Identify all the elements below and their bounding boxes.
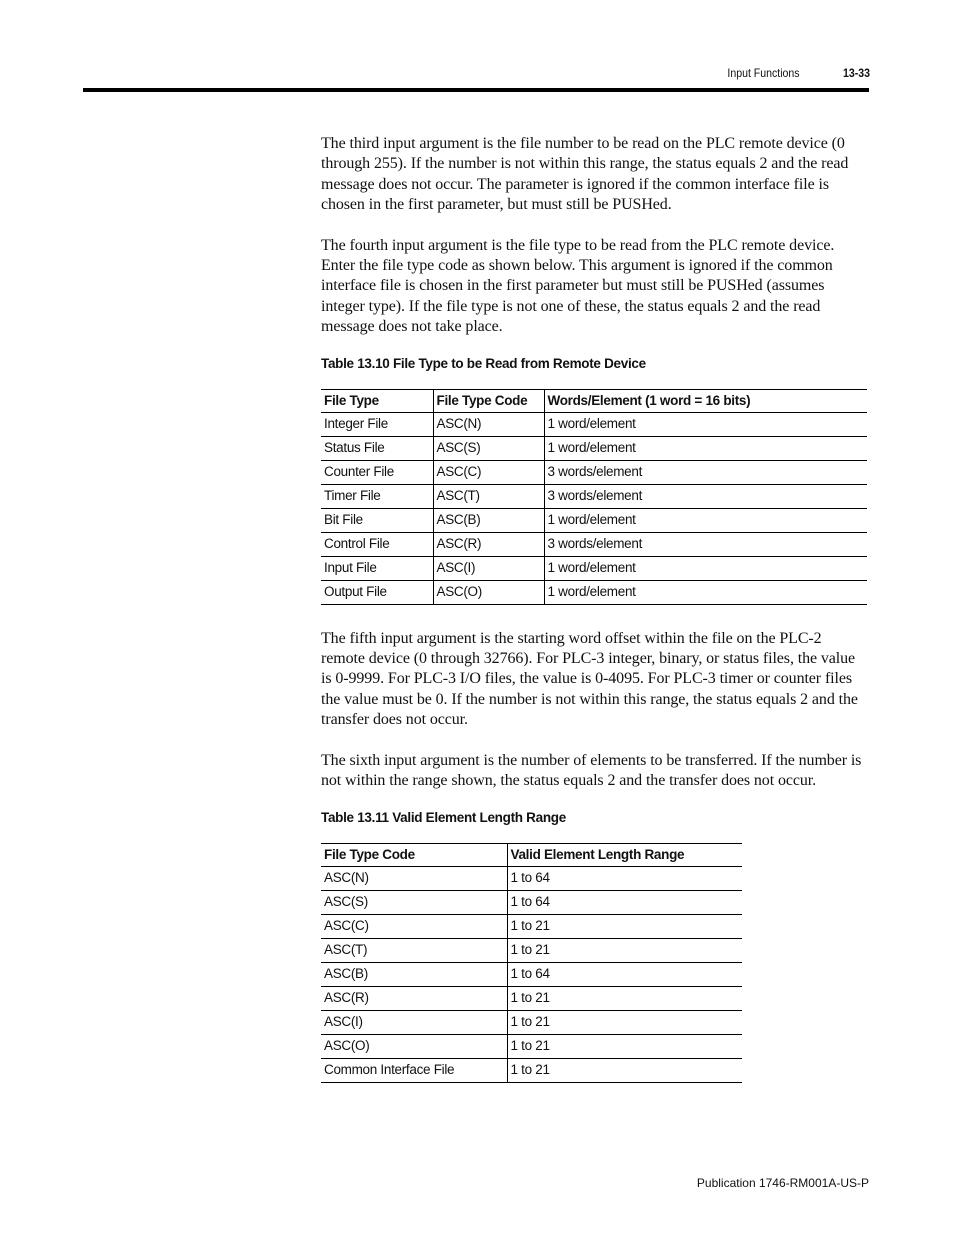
table-row bbox=[321, 436, 867, 460]
main-content bbox=[321, 134, 869, 1083]
table-cell: Integer File bbox=[321, 412, 433, 436]
table-cell: ASC(C) bbox=[433, 460, 544, 484]
table-cell: 1 to 21 bbox=[507, 914, 742, 938]
table-cell: Bit File bbox=[321, 508, 433, 532]
table-cell: ASC(N) bbox=[321, 866, 507, 890]
table-cell: Control File bbox=[321, 532, 433, 556]
table-cell: 3 words/element bbox=[544, 532, 867, 556]
table-cell: ASC(T) bbox=[321, 938, 507, 962]
table-row bbox=[321, 938, 742, 962]
table-cell: Timer File bbox=[321, 484, 433, 508]
table-cell: ASC(O) bbox=[433, 580, 544, 604]
table-row bbox=[321, 866, 742, 890]
table-row bbox=[321, 1058, 742, 1082]
column-header: Valid Element Length Range bbox=[507, 843, 742, 866]
table-cell: 3 words/element bbox=[544, 460, 867, 484]
table-cell: 1 to 21 bbox=[507, 986, 742, 1010]
column-header: File Type Code bbox=[433, 389, 544, 412]
table-row bbox=[321, 532, 867, 556]
table-cell: Counter File bbox=[321, 460, 433, 484]
table-cell: 1 to 64 bbox=[507, 890, 742, 914]
paragraph-fifth-argument: The fifth input argument is the starting word offset within the file on the PLC-2 remote device (0 through 32766). For PLC-3 integer, binary, or status files, the value is 0-9999. For PLC-3 I/O files, the value is 0-4095. For PLC-3 timer or counter files the value must be 0. If the number is not within this range, the status equals 2 and the transfer does not occur. bbox=[321, 629, 858, 729]
table-cell: 1 word/element bbox=[544, 412, 867, 436]
column-header: Words/Element (1 word = 16 bits) bbox=[544, 389, 867, 412]
table-cell: 1 to 64 bbox=[507, 962, 742, 986]
table-cell: 1 word/element bbox=[544, 580, 867, 604]
table-cell: 1 to 21 bbox=[507, 1034, 742, 1058]
paragraph-third-argument: The third input argument is the file number to be read on the PLC remote device (0 through 255). If the number is not within this range, the status equals 2 and the read message does not occur. The parameter is ignored if the common interface file is chosen in the first parameter, but must still be PUSHed. bbox=[321, 135, 849, 214]
table-cell: Output File bbox=[321, 580, 433, 604]
column-header: File Type bbox=[321, 389, 433, 412]
table-row bbox=[321, 1010, 742, 1034]
table-cell: Input File bbox=[321, 556, 433, 580]
table-cell: ASC(B) bbox=[433, 508, 544, 532]
table-row bbox=[321, 508, 867, 532]
header-page-number: 13-33 bbox=[842, 66, 870, 80]
table-cell: 3 words/element bbox=[544, 484, 867, 508]
table-row bbox=[321, 556, 867, 580]
table-row bbox=[321, 580, 867, 604]
table-cell: ASC(T) bbox=[433, 484, 544, 508]
page-header bbox=[104, 64, 870, 84]
table-cell: ASC(I) bbox=[433, 556, 544, 580]
table-row bbox=[321, 890, 742, 914]
table-cell: ASC(R) bbox=[321, 986, 507, 1010]
table-1-caption: Table 13.10 File Type to be Read from Remote Device bbox=[321, 355, 646, 371]
table-row bbox=[321, 986, 742, 1010]
table-cell: 1 word/element bbox=[544, 508, 867, 532]
table-header-row bbox=[321, 389, 867, 412]
table-cell: ASC(R) bbox=[433, 532, 544, 556]
table-cell: ASC(O) bbox=[321, 1034, 507, 1058]
table-2-caption: Table 13.11 Valid Element Length Range bbox=[321, 809, 566, 825]
publication-footer: Publication 1746-RM001A-US-P bbox=[696, 1176, 869, 1190]
table-row bbox=[321, 460, 867, 484]
column-header: File Type Code bbox=[321, 843, 507, 866]
table-cell: 1 to 21 bbox=[507, 1058, 742, 1082]
element-length-table bbox=[321, 843, 742, 1083]
table-cell: 1 word/element bbox=[544, 436, 867, 460]
paragraph-sixth-argument: The sixth input argument is the number of elements to be transferred. If the number is not within the range shown, the status equals 2 and the transfer does not occur. bbox=[321, 751, 862, 790]
table-row bbox=[321, 412, 867, 436]
table-row bbox=[321, 484, 867, 508]
table-cell: 1 word/element bbox=[544, 556, 867, 580]
table-cell: 1 to 21 bbox=[507, 1010, 742, 1034]
table-row bbox=[321, 962, 742, 986]
table-cell: ASC(S) bbox=[321, 890, 507, 914]
table-cell: ASC(I) bbox=[321, 1010, 507, 1034]
table-cell: 1 to 21 bbox=[507, 938, 742, 962]
paragraph-fourth-argument: The fourth input argument is the file type to be read from the PLC remote device. Enter the file type code as shown below. This argument is ignored if the common interface file is chosen in the first parameter but must still be PUSHed (assumes integer type). If the file type is not one of these, the status equals 2 and the read message does not take place. bbox=[321, 236, 835, 336]
table-cell: ASC(N) bbox=[433, 412, 544, 436]
table-cell: ASC(C) bbox=[321, 914, 507, 938]
table-cell: Common Interface File bbox=[321, 1058, 507, 1082]
table-cell: ASC(S) bbox=[433, 436, 544, 460]
table-cell: 1 to 64 bbox=[507, 866, 742, 890]
table-cell: ASC(B) bbox=[321, 962, 507, 986]
table-header-row bbox=[321, 843, 742, 866]
table-cell: Status File bbox=[321, 436, 433, 460]
file-type-table bbox=[321, 389, 867, 605]
header-section-title: Input Functions bbox=[727, 66, 800, 80]
header-rule bbox=[83, 88, 869, 92]
table-row bbox=[321, 1034, 742, 1058]
table-row bbox=[321, 914, 742, 938]
